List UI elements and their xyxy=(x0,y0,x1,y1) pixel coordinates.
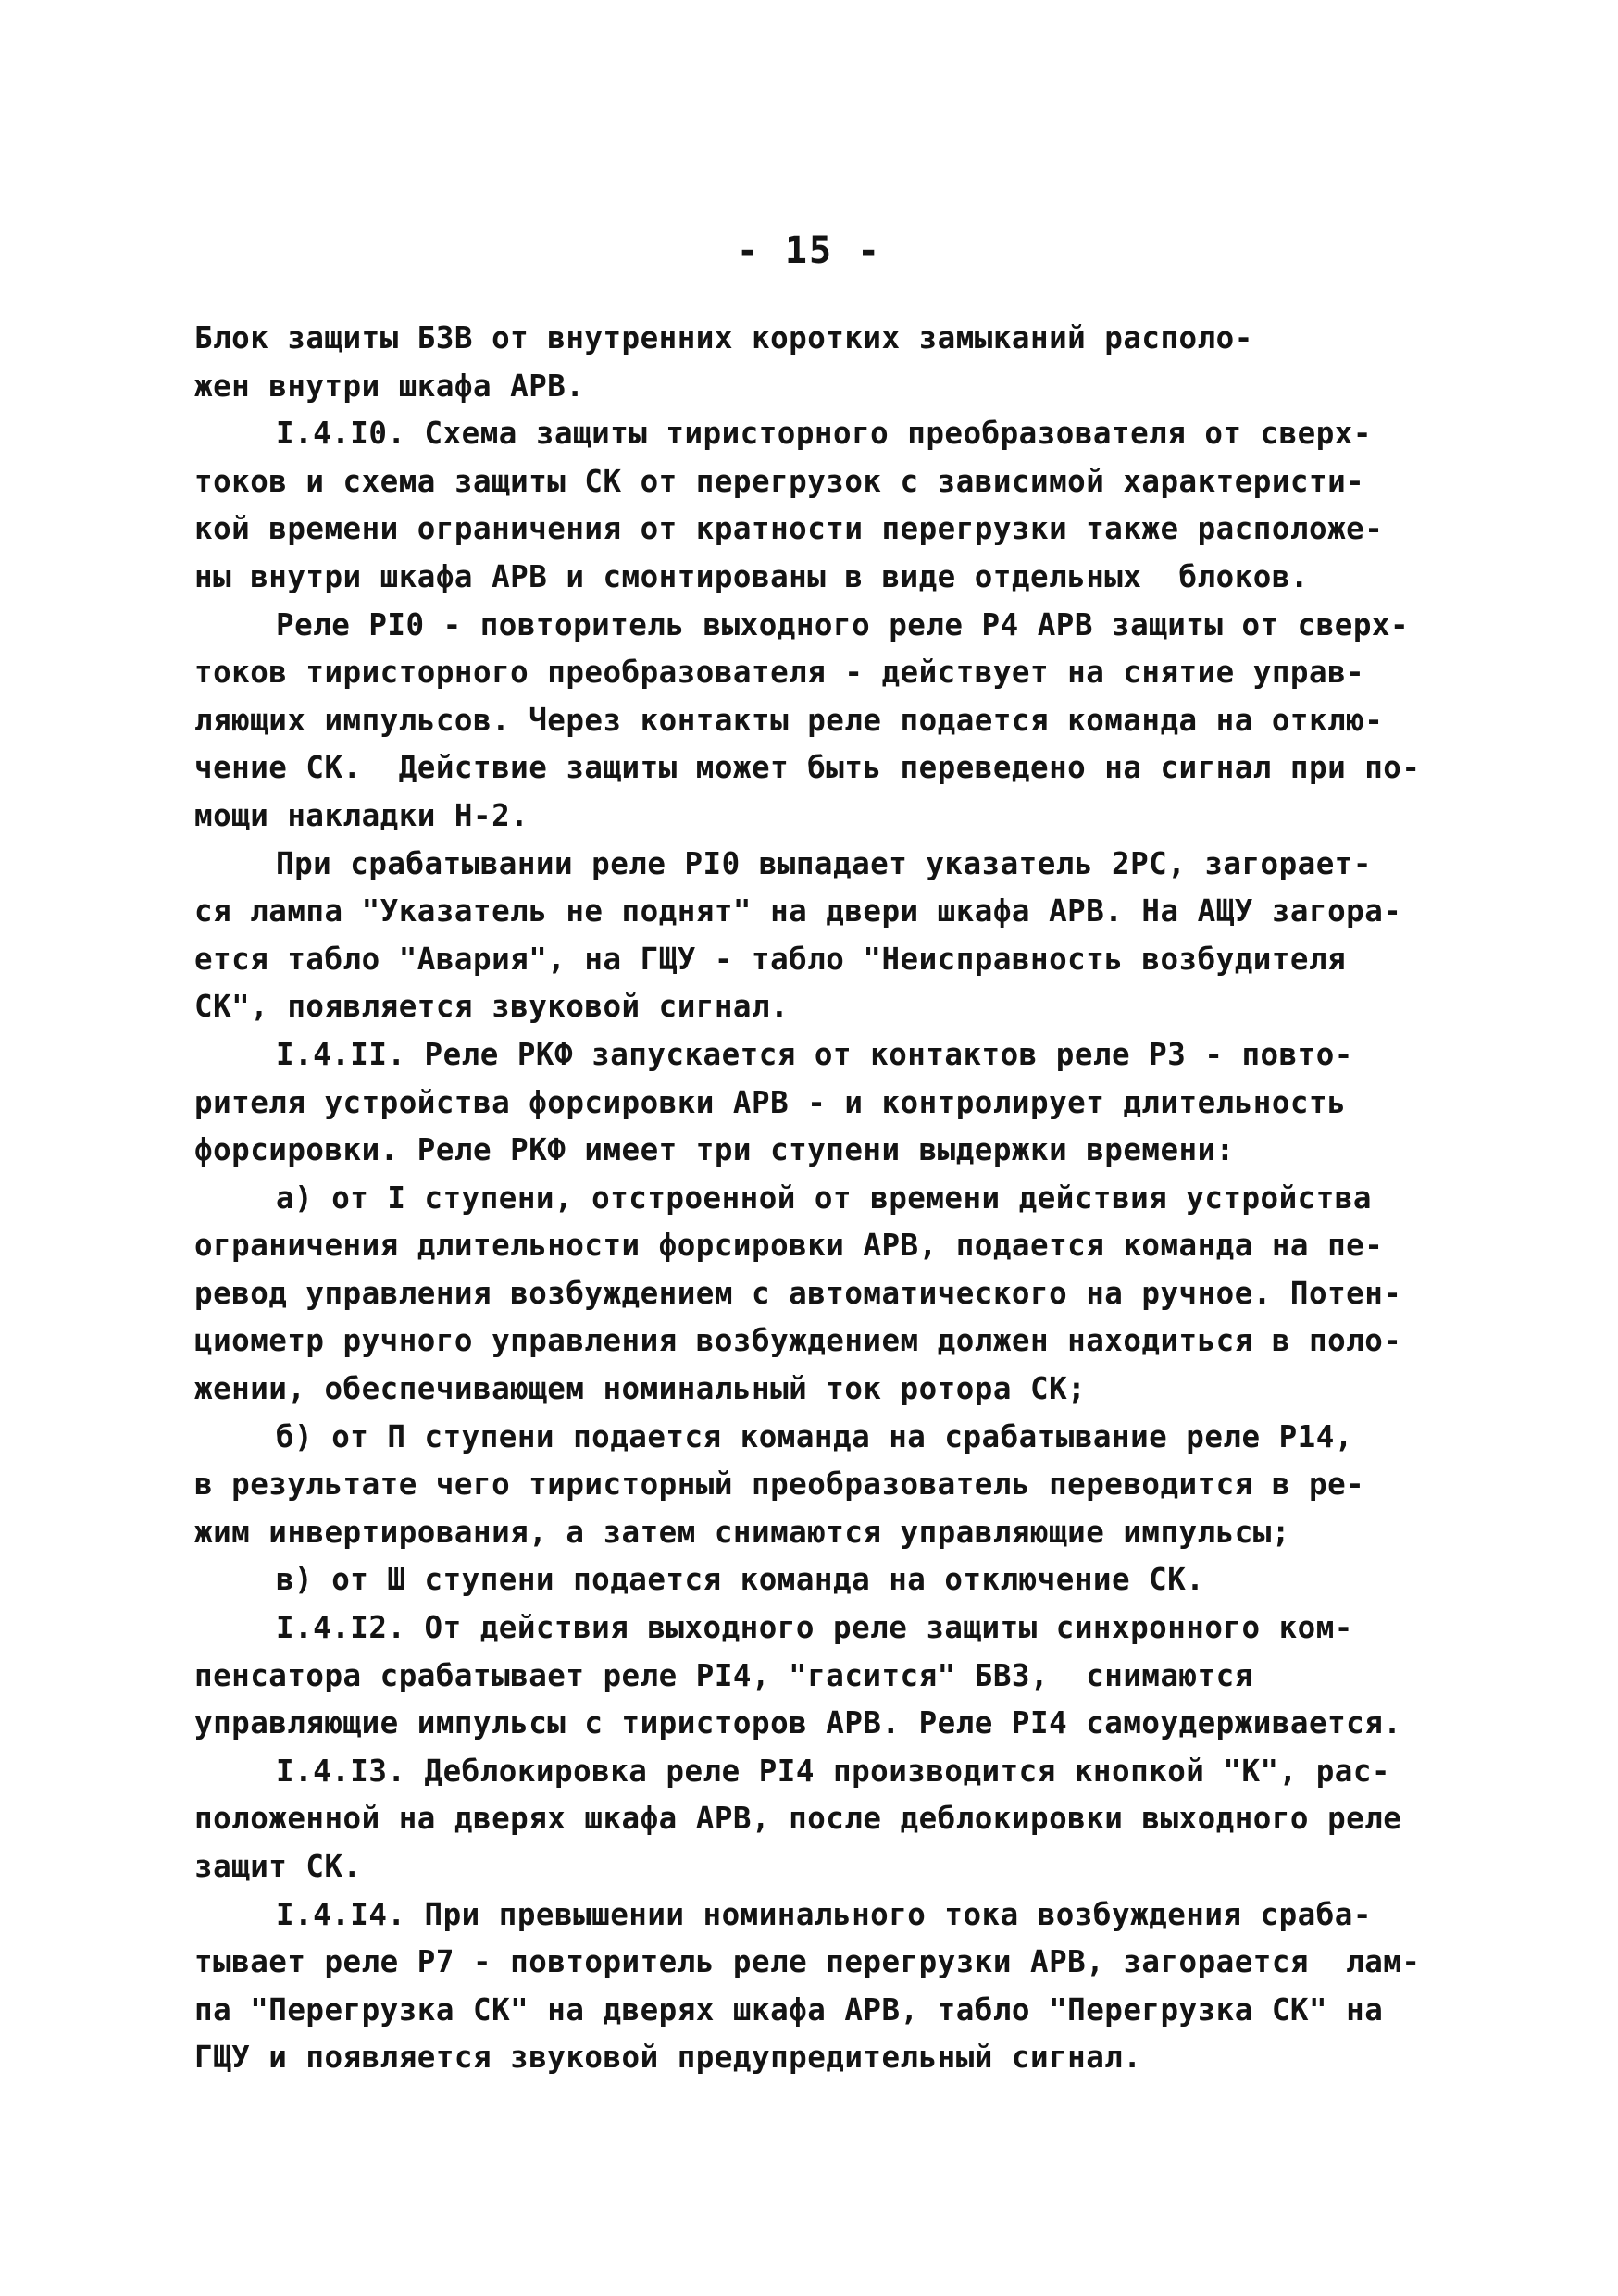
text-line: ны внутри шкафа АРВ и смонтированы в виде отдельных блоков. xyxy=(194,558,1309,594)
document-body xyxy=(194,315,1462,2082)
text-line: токов тиристорного преобразователя - действует на снятие управ- xyxy=(194,655,1365,691)
text-line: ГЩУ и появляется звуковой предупредительный сигнал. xyxy=(194,2040,1142,2076)
text-line: мощи накладки Н-2. xyxy=(194,797,529,833)
text-line: СК", появляется звуковой сигнал. xyxy=(194,989,790,1025)
text-line: I.4.I4. При превышении номинального тока возбуждения сраба- xyxy=(276,1896,1372,1932)
text-line: I.4.II. Реле РКФ запускается от контактов реле Р3 - повто- xyxy=(276,1036,1353,1072)
text-line: ревод управления возбуждением с автоматического на ручное. Потен- xyxy=(194,1275,1402,1311)
text-line: рителя устройства форсировки АРВ - и контролирует длительность xyxy=(194,1084,1347,1120)
text-line: циометр ручного управления возбуждением должен находиться в поло- xyxy=(194,1323,1402,1359)
text-line: При срабатывании реле PI0 выпадает указатель 2РС, загорает- xyxy=(276,845,1372,881)
text-line: па "Перегрузка СК" на дверях шкафа АРВ, табло "Перегрузка СК" на xyxy=(194,1991,1384,2028)
text-line: пенсатора срабатывает реле PI4, "гасится" БВЗ, снимаются xyxy=(194,1657,1253,1693)
text-line: жим инвертирования, а затем снимаются управляющие импульсы; xyxy=(194,1514,1290,1550)
text-line: жен внутри шкафа АРВ. xyxy=(194,368,585,404)
text-line: ся лампа "Указатель не поднят" на двери шкафа АРВ. На АЩУ загора- xyxy=(194,893,1402,930)
text-line: Блок защиты БЗВ от внутренних коротких замыканий располо- xyxy=(194,320,1253,356)
text-line: кой времени ограничения от кратности перегрузки также расположе- xyxy=(194,511,1384,547)
text-line: а) от I ступени, отстроенной от времени действия устройства xyxy=(276,1179,1372,1216)
text-line: жении, обеспечивающем номинальный ток ротора СК; xyxy=(194,1371,1087,1407)
text-line: б) от П ступени подается команда на срабатывание реле Р14, xyxy=(276,1418,1353,1454)
text-line: I.4.I2. От действия выходного реле защиты синхронного ком- xyxy=(276,1610,1353,1646)
text-line: чение СК. Действие защиты может быть переведено на сигнал при по- xyxy=(194,750,1421,786)
text-line: I.4.I0. Схема защиты тиристорного преобразователя от сверх- xyxy=(276,416,1372,452)
page-number: - 15 - xyxy=(736,230,882,272)
text-line: ляющих импульсов. Через контакты реле подается команда на отклю- xyxy=(194,702,1384,738)
text-line: ется табло "Авария", на ГЩУ - табло "Неисправность возбудителя xyxy=(194,941,1347,977)
text-line: токов и схема защиты СК от перегрузок с зависимой характеристи- xyxy=(194,463,1365,499)
text-line: положенной на дверях шкафа АРВ, после деблокировки выходного реле xyxy=(194,1801,1402,1837)
text-line: в результате чего тиристорный преобразователь переводится в ре- xyxy=(194,1466,1365,1503)
text-line: управляющие импульсы с тиристоров АРВ. Реле PI4 самоудерживается. xyxy=(194,1705,1402,1741)
text-line: тывает реле Р7 - повторитель реле перегрузки АРВ, загорается лам- xyxy=(194,1944,1421,1980)
text-line: защит СК. xyxy=(194,1849,362,1884)
text-line: форсировки. Реле РКФ имеет три ступени выдержки времени: xyxy=(194,1132,1235,1168)
text-line: Реле PI0 - повторитель выходного реле Р4 АРВ защиты от сверх- xyxy=(276,606,1410,643)
text-line: в) от Ш ступени подается команда на отключение СК. xyxy=(276,1562,1205,1598)
text-line: I.4.I3. Деблокировка реле PI4 производится кнопкой "К", рас- xyxy=(276,1753,1390,1789)
text-line: ограничения длительности форсировки АРВ, подается команда на пе- xyxy=(194,1228,1384,1264)
